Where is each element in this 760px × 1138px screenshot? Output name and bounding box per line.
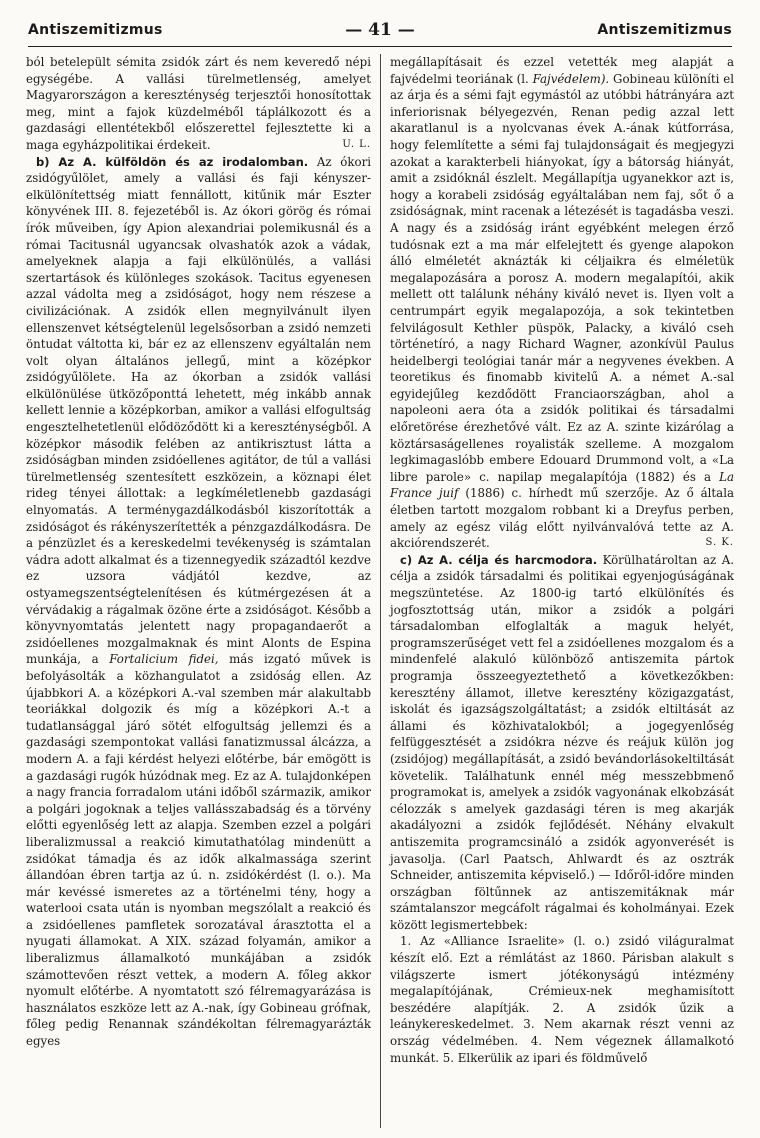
paragraph: Az ókori zsidógyűlölet, amely a vallási és faji kényszer-elkülönítettség miatt fennállott, kitűnik már Eszter könyvének III. 8. fejezetéből is. Az ókori görög és római írók műveiben, így Apion alexandriai polemikusnál és a római Tacitusnál ugyancsak olvashatók azok a vádak, amelyeknek alapja a faji elkülönülés, a vallási szertartások és különleges szokások. Tacitus egyenesen azzal vádolta meg a zsidóságot, hogy nem részese a civilizációnak. A zsidók ellen megnyilvánult ilyen ellenszenvet kétségtelenül legelsősorban a zsidó nemzeti öntudat váltotta ki, bár ez az ellenszenv egyáltalán nem volt olyan általános jellegű, mint a középkor zsidógyűlölete. Ha az ókorban a zsidók vallási elkülönülése ütközőponttá lehetett, még inkább annak kellett lennie a középkorban, amikor a vallási elfogultság engesztelhetetlenül elődöződött ki a kereszténységből. A középkor második felében az antikrisztust látta a zsidóságban minden zsidóellenes agitátor, de túl a vallási türelmetlenség szentesített eszközein, a köznapi élet rideg tényei állottak: a legkíméletlenebb gazdasági elnyomatás. A terménygazdálkodásból kiszorították a zsidóságot és rákényszerítették a pénzgazdálkodásra. De a pénzüzlet és a kereskedelmi tevékenység is számtalan vádra adott alkalmat és a tizennegyedik századtól kezdve ez uzsora vádjától kezdve, az ostyamegszentségtelenítésen és kútmérgezésen át a vérvádakig a rágalmak özöne érte a zsidóságot. Később a könyvnyomtatás jelentett nagy propagandaerőt a zsidóellenes mozgalmaknak és mint Alonts de Espina munkája, a <box>26 154 371 667</box>
list-item: 1. Az «Alliance Israelite» (l. o.) zsidó világuralmat készít elő. Ezt a rémlátást az 1860. Párisban alakult s világszerte ismert jótékonyságú intézmény megalapítójának, Crémieux-nek meghamisított beszédére alapítják. 2. A zsidók űzik a leánykereskedelmet. 3. Nem akarnak részt venni az ország védelmében. 4. Nem végeznek államalkotó munkát. 5. Elkerülik az ipari és földművelő <box>390 934 734 1065</box>
author-signature: U. L. <box>342 138 371 150</box>
paragraph: megállapításait és ezzel vetették meg alapját a fajvédelmi teoriának (l. Fajvédelem). Gobineau különíti el az árja és a sémi fajt egymástól az utóbbi hátrányára azt inferiorisnak bélyegezvén, Renan pedig azzal lett akaratlanul is a nyolcvanas évek A.-ának kútforrása, hogy felemlítette a sémi faj tulajdonságait és megjegyzi azokat a karakterbeli hiányokat, így a bátorság hiányát, amit a zsidóknál észlelt. Megállapítja ugyanekkor azt is, hogy a korabeli zsidóság egyáltalában nem faj, sőt ő a zsidóságnak, mint racenak a létezését is tagadásba veszi. A nagy és a zsidóság iránt egyébként melegen érző tudósnak ezt a ma már elfelejtett és gyenge alapokon álló elméletét aknázták ki céljaikra és elméletük megalapozására a porosz A. modern megalapítói, akik mellett ott találunk néhány kiváló nevet is. Ilyen volt a centrumpárt egyik megalapozója, a sok tekintetben felvilágosult Kethler püspök, Palacky, a kiváló cseh történetíró, a nagy Richard Wagner, azonkívül Paulus heidelbergi teológiai tanár már a negyvenes években. A teoretikus és finomabb kivitelű A. a német A.-sal egyidejűleg kezdődött Franciaországban, ahol a napoleoni aera óta a zsidók politikai és társadalmi előretörése érezhetővé vált. Ez az A. szinte kizárólag a köztársaságellenes royalisták szelleme. A mozgalom legkimagaslóbb embere Edouard Drummond volt, a «La libre parole» c. napilap megalapítója (1882) és a La France juif (1886) c. hírhedt mű szerzője. Az ő általa életben tartott mozgalom robbant ki a Dreyfus perben, amely az egész világ előtt nyilvánvalóvá tette az A. akciórendszerét. S. K. <box>390 55 734 551</box>
right-column <box>380 54 734 1128</box>
page-number: — 41 — <box>345 20 415 40</box>
italic-reference: Fajvédelem). <box>532 71 610 86</box>
paragraph: Körülhatároltan az A. célja a zsidók társadalmi és politikai egyenjogúságának megszüntetése. Az 1800-ig tartó elkülönítés és jogfosztottság után, mikor a zsidók a polgári társadalomban elfoglalták a maguk helyét, programszerűséget vett fel a zsidóellenes mozgalom és a mindenfelé alakuló különböző antiszemita pártok programja összeegyeztethető a következőkben: keresztény államot, illetve keresztény közigazgatást, iskolát és igazságszolgáltatást; a zsidók eltiltását az állami és közhivatalokból; a jogegyenlőség felfüggesztését a zsidókra nézve és reájuk külön jog (zsidójog) megállapítását, a zsidó bevándorlásokeltiltását követelik. Találhatunk ennél még messzebbmenő programokat is, amelyek a zsidók vagyonának elkobzását célozzák s amelyek gazdasági téren is meg akarják akadályozni a zsidók fejlődését. Néhány elvakult antiszemita programcsináló a zsidók agyonverését is javasolja. (Carl Paatsch, Ahlwardt és az osztrák Schneider, antiszemita képviselő.) — Időről-időre minden országban föltűnnek az antiszemitáknak már számtalanszor megcáfolt rágalmai és koholmányai. Ezek között legismertebbek: <box>390 552 734 932</box>
section-heading-c: c) Az A. célja és harcmodora. Körülhatároltan az A. célja a zsidók társadalmi és politikai egyenjogúságának megszüntetése. Az 1800-ig tartó elkülönítés és jogfosztottság után, mikor a zsidók a polgári társadalomban elfoglalták a maguk helyét, programszerűséget vett fel a zsidóellenes mozgalom és a mindenfelé alakuló különböző antiszemita pártok programja összeegyeztethető a következőkben: keresztény államot, illetve keresztény közigazgatást, iskolát és igazságszolgáltatást; a zsidók eltiltását az állami és közhivatalokból; a jogegyenlőség felfüggesztését a zsidókra nézve és reájuk külön jog (zsidójog) megállapítását, a zsidó bevándorlásokeltiltását követelik. Találhatunk ennél még messzebbmenő programokat is, amelyek a zsidók vagyonának elkobzását célozzák s amelyek gazdasági téren is meg akarják akadályozni a zsidók fejlődését. Néhány elvakult antiszemita programcsináló a zsidók agyonverését is javasolja. (Carl Paatsch, Ahlwardt és az osztrák Schneider, antiszemita képviselő.) — Időről-időre minden országban föltűnnek az antiszemitáknak már számtalanszor megcáfolt rágalmai és koholmányai. Ezek között legismertebbek: <box>390 552 734 932</box>
left-column <box>26 54 380 1128</box>
italic-title: Fortalicium fidei, <box>109 652 219 667</box>
author-signature: S. K. <box>705 537 734 549</box>
paragraph: ból betelepült sémita zsidók zárt és nem keveredő népi egységébe. A vallási türelmetlenség, amelyet Magyarországon a kereszténység terjesztői honosítottak meg, mint a fajok küzdelméből táplálkozott és a gazdasági ellentétekből előszerettel fejlesztette ki a maga egyházpolitikai érdekeit. U. L. <box>26 55 371 152</box>
paragraph: más izgató művek is befolyásolták a közhangulatot a zsidóság ellen. Az újabbkori A. a középkori A.-val szemben már alakultabb teoriákkal dolgozik és míg a középkori A.-t a tudatlansággal járó sötét elfogultság jellemzi és a gazdasági szempontokat vallási fanatizmussal álcázza, a modern A. a faji kérdést helyezi előtérbe, bár emögött is a gazdasági rugók húzódnak meg. Ez az A. tulajdonképen a nagy francia forradalom utáni időből származik, amikor a polgári jogoknak a teljes vallásszabadság és a törvény előtti egyenlőség lett az alapja. Szemben ezzel a polgári liberalizmussal a reakció kimutathatólag mindenütt a zsidókat támadja és az idők alkalmassága szerint állandóan ébren tartja az ú. n. zsidókérdést (l. o.). Ma már kevéssé ismeretes az a történelmi tény, hogy a waterlooi csata után is nyomban megszólalt a reakció és a zsidóellenes pamfletek sorozatával árasztotta el a nyugati államokat. A XIX. század folyamán, amikor a liberalizmus államalkotó munkájában a zsidók számottevően részt vettek, a modern A. főleg akkor nyomult előtérbe. A nyomtatott szó félremagyarázása is használatos eszköze lett az A.-nak, így Gobineau grófnak, főleg pedig Renannak szándékoltan félremagyarázták egyes <box>26 652 371 1049</box>
header-right-title: Antiszemitizmus <box>597 22 732 38</box>
italic-title: La France juif <box>390 469 734 501</box>
text-columns <box>26 54 734 1128</box>
section-heading-b: b) Az A. külföldön és az irodalomban. Az ókori zsidógyűlölet, amely a vallási és faji kényszer-elkülönítettség miatt fennállott, kitűnik már Eszter könyvének III. 8. fejezetéből is. Az ókori görög és római írók műveiben, így Apion alexandriai polemikusnál és a római Tacitusnál ugyancsak olvashatók azok a vádak, amelyeknek alapja a faji elkülönülés, a vallási szertartások és különleges szokások. Tacitus egyenesen azzal vádolta meg a zsidóságot, hogy nem részese a civilizációnak. A zsidók ellen megnyilvánult ilyen ellenszenvet kétségtelenül legelsősorban a zsidó nemzeti öntudat váltotta ki, bár ez az ellenszenv egyáltalán nem volt olyan általános jellegű, mint a középkor zsidógyűlölete. Ha az ókorban a zsidók vallási elkülönülése ütközőponttá lehetett, még inkább annak kellett lennie a középkorban, amikor a vallási elfogultság engesztelhetetlenül elődöződött ki a kereszténységből. A középkor második felében az antikrisztust látta a zsidóságban minden zsidóellenes agitátor, de túl a vallási türelmetlenség szentesített eszközein, a köznapi élet rideg tényei állottak: a legkíméletlenebb gazdasági elnyomatás. A terménygazdálkodásból kiszorították a zsidóságot és rákényszerítették a pénzgazdálkodásra. De a pénzüzlet és a kereskedelmi tevékenység is számtalan vádra adott alkalmat és a tizennegyedik századtól kezdve ez uzsora vádjától kezdve, az ostyamegszentségtelenítésen és kútmérgezésen át a vérvádakig a rágalmak özöne érte a zsidóságot. Később a könyvnyomtatás jelentett nagy propagandaerőt a zsidóellenes mozgalmaknak és mint Alonts de Espina munkája, a Fortalicium fidei, más izgató művek is befolyásolták a közhangulatot a zsidóság ellen. Az újabbkori A. a középkori A.-val szemben már alakultabb teoriákkal dolgozik és míg a középkori A.-t a tudatlansággal járó sötét elfogultság jellemzi és a gazdasági szempontokat vallási fanatizmussal álcázza, a modern A. a faji kérdést helyezi előtérbe, bár emögött is a gazdasági rugók húzódnak meg. Ez az A. tulajdonképen a nagy francia forradalom utáni időből származik, amikor a polgári jogoknak a teljes vallásszabadság és a törvény előtti egyenlőség lett az alapja. Szemben ezzel a polgári liberalizmussal a reakció kimutathatólag mindenütt a zsidókat támadja és az idők alkalmassága szerint állandóan ébren tartja az ú. n. zsidókérdést (l. o.). Ma már kevéssé ismeretes az a történelmi tény, hogy a waterlooi csata után is nyomban megszólalt a reakció és a zsidóellenes pamfletek sorozatával árasztotta el a nyugati államokat. A XIX. század folyamán, amikor a liberalizmus államalkotó munkájában a zsidók számottevően részt vettek, a modern A. főleg akkor nyomult előtérbe. A nyomtatott szó félremagyarázása is használatos eszköze lett az A.-nak, így Gobineau grófnak, főleg pedig Renannak szándékoltan félremagyarázták egyes <box>26 154 371 1049</box>
running-header <box>28 14 732 47</box>
header-left-title: Antiszemitizmus <box>28 22 163 38</box>
